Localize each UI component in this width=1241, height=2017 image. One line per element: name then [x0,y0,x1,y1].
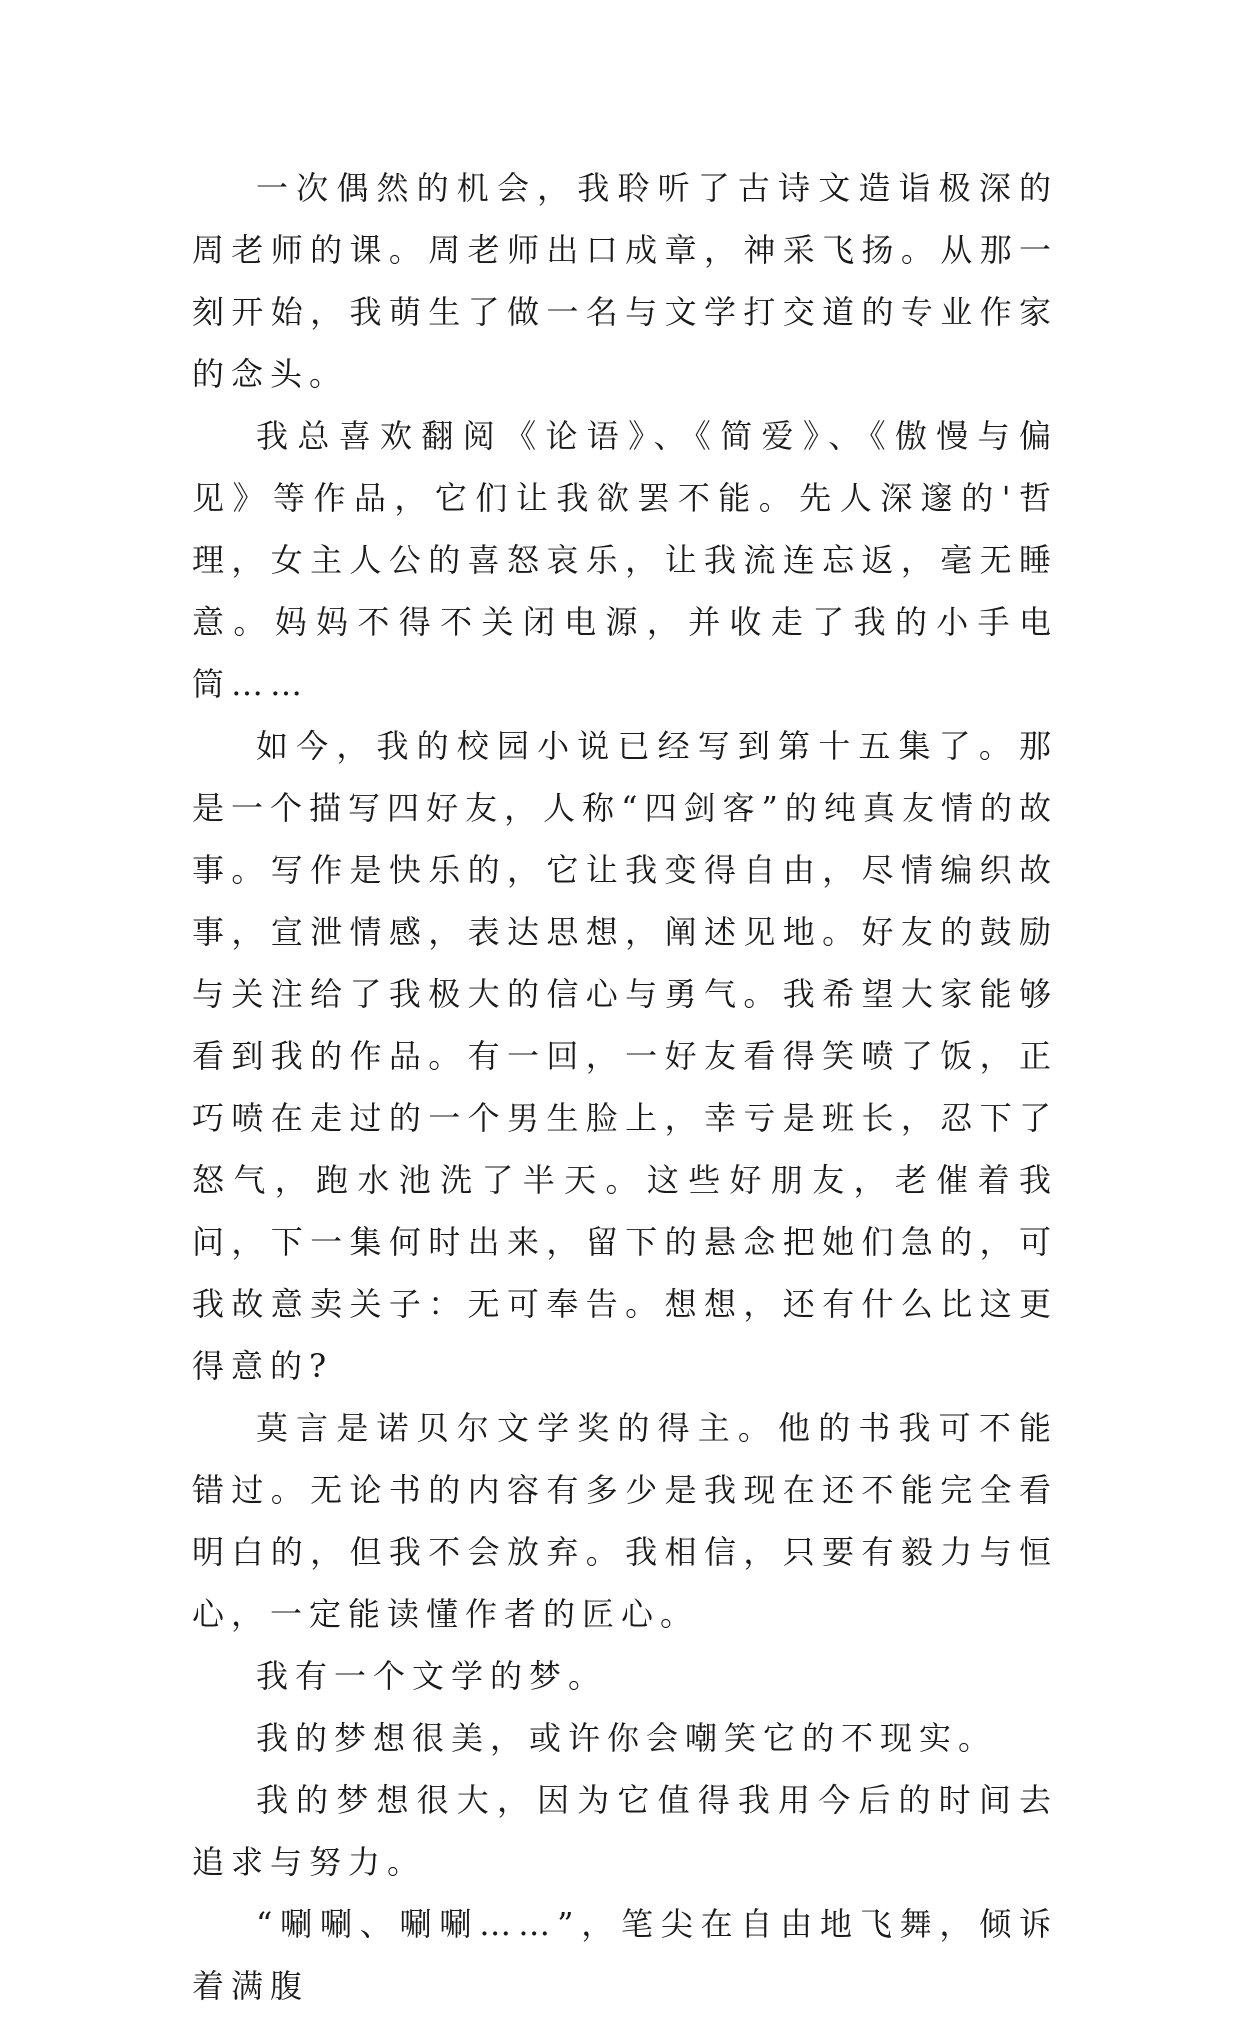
paragraph-6: 我的梦想很美，或许你会嘲笑它的不现实。 [256,1719,998,1757]
paragraph-7: 我的梦想很大，因为它值得我用今后的时间去追求与努力。 [192,1781,1058,1881]
paragraph-8: “唰唰、唰唰……”，笔尖在自由地飞舞，倾诉着满腹 [192,1905,1058,2005]
paragraph-2: 我总喜欢翻阅《论语》、《简爱》、《傲慢与偏见》等作品，它们让我欲罢不能。先人深邃的'哲理，女主人公的喜怒哀乐，让我流连忘返，毫无睡意。妈妈不得不关闭电源，并收走了我的小手电筒…… [192,417,1058,703]
paragraph-3: 如今，我的校园小说已经写到第十五集了。那是一个描写四好友，人称“四剑客”的纯真友情的故事。写作是快乐的，它让我变得自由，尽情编织故事，宣泄情感，表达思想，阐述见地。好友的鼓励与关注给了我极大的信心与勇气。我希望大家能够看到我的作品。有一回，一好友看得笑喷了饭，正巧喷在走过的一个男生脸上，幸亏是班长，忍下了怒气，跑水池洗了半天。这些好朋友，老催着我问，下一集何时出来，留下的悬念把她们急的，可我故意卖关子：无可奉告。想想，还有什么比这更得意的? [192,727,1058,1385]
paragraph-4: 莫言是诺贝尔文学奖的得主。他的书我可不能错过。无论书的内容有多少是我现在还不能完全看明白的，但我不会放弃。我相信，只要有毅力与恒心，一定能读懂作者的匠心。 [192,1409,1058,1633]
paragraph-5: 我有一个文学的梦。 [256,1657,608,1695]
paragraph-1: 一次偶然的机会，我聆听了古诗文造诣极深的周老师的课。周老师出口成章，神采飞扬。从那一刻开始，我萌生了做一名与文学打交道的专业作家的念头。 [192,169,1058,393]
essay-body [192,157,1058,2017]
